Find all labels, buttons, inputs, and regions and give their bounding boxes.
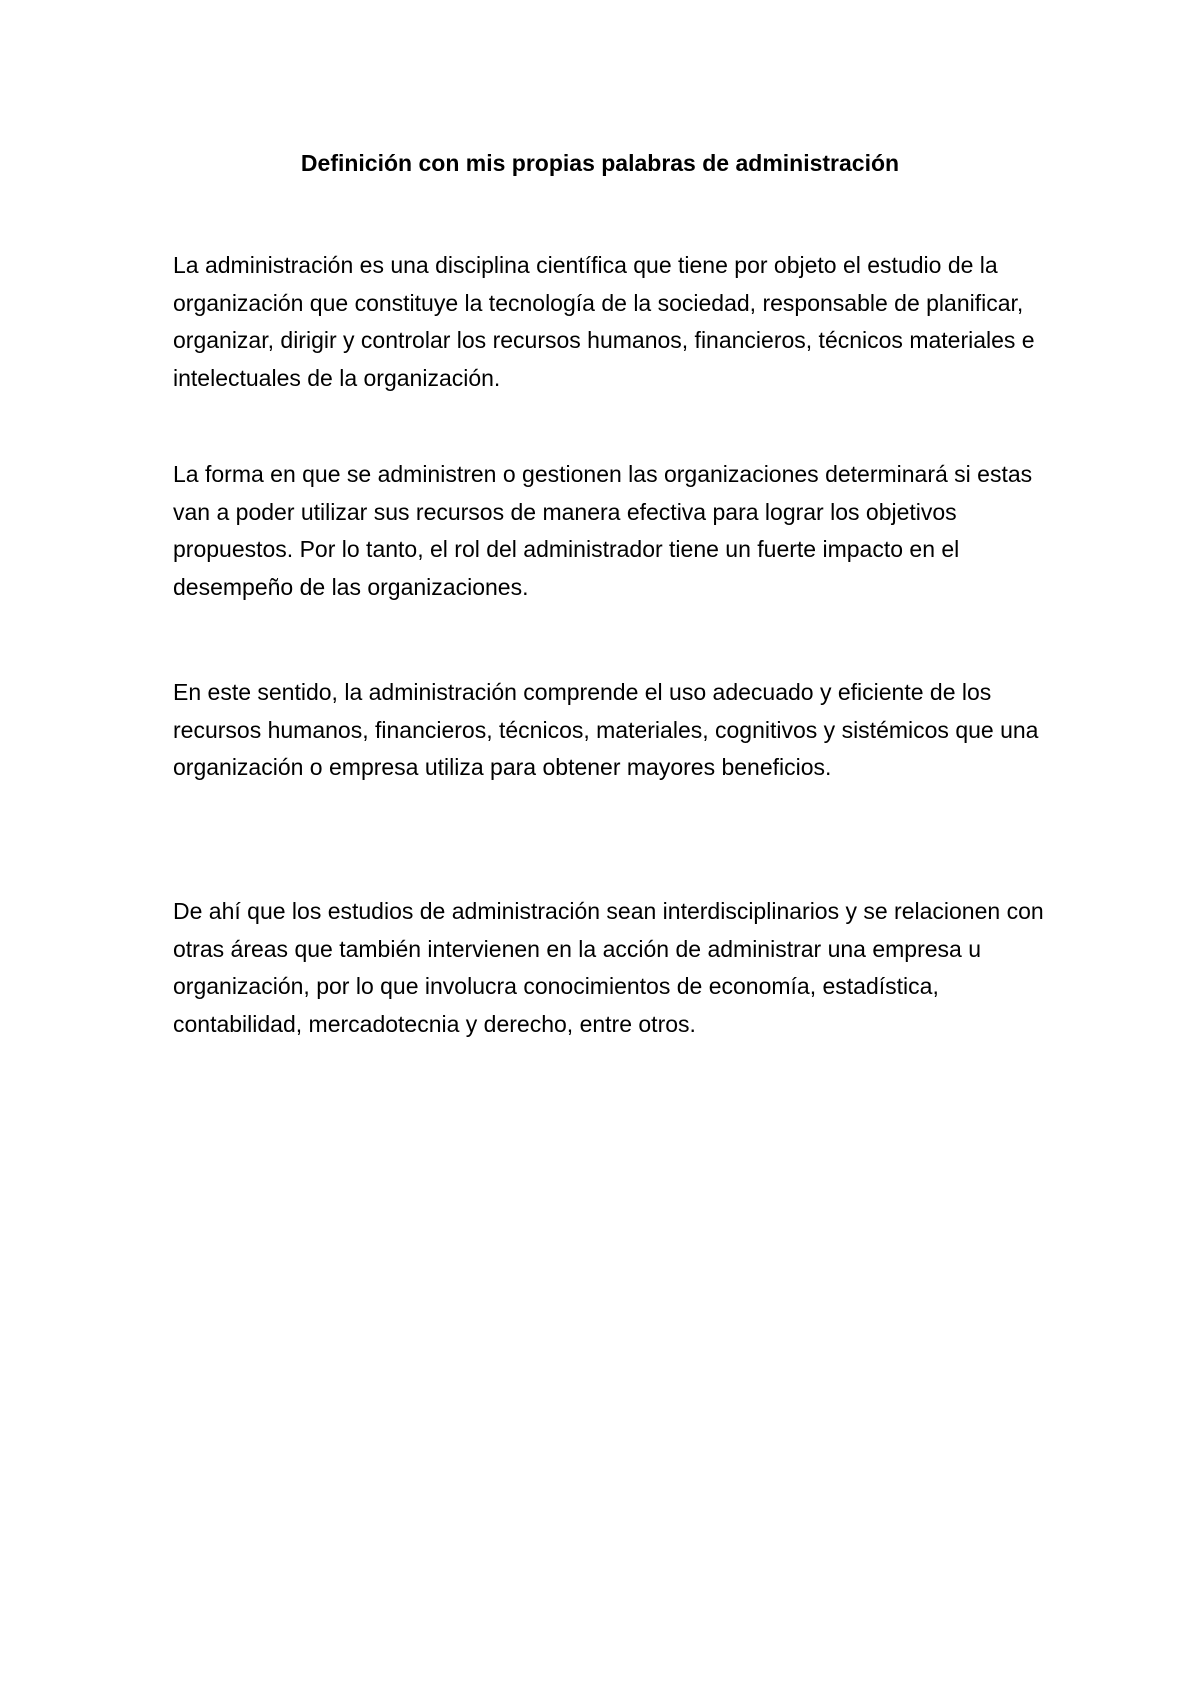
paragraph-resource-use: En este sentido, la administración comprende el uso adecuado y eficiente de los recursos humanos, financieros, técnicos, materiales, cognitivos y sistémicos que una organización o empresa utiliza para obtener mayores beneficios. (173, 679, 1039, 780)
paragraph-definition: La administración es una disciplina científica que tiene por objeto el estudio de la organización que constituye la tecnología de la sociedad, responsable de planificar, organizar, dirigir y controlar los recursos humanos, financieros, técnicos materiales e intelectuales de la organización. (173, 252, 1035, 391)
paragraph-interdisciplinary: De ahí que los estudios de administración sean interdisciplinarios y se relacionen con otras áreas que también intervienen en la acción de administrar una empresa u organización, por lo que involucra conocimientos de economía, estadística, contabilidad, mercadotecnia y derecho, entre otros. (173, 898, 1044, 1037)
document-title: Definición con mis propias palabras de administración (300, 150, 900, 176)
paragraph-management-impact: La forma en que se administren o gestionen las organizaciones determinará si estas van a poder utilizar sus recursos de manera efectiva para lograr los objetivos propuestos. Por lo tanto, el rol del administrador tiene un fuerte impacto en el desempeño de las organizaciones. (173, 461, 1033, 600)
